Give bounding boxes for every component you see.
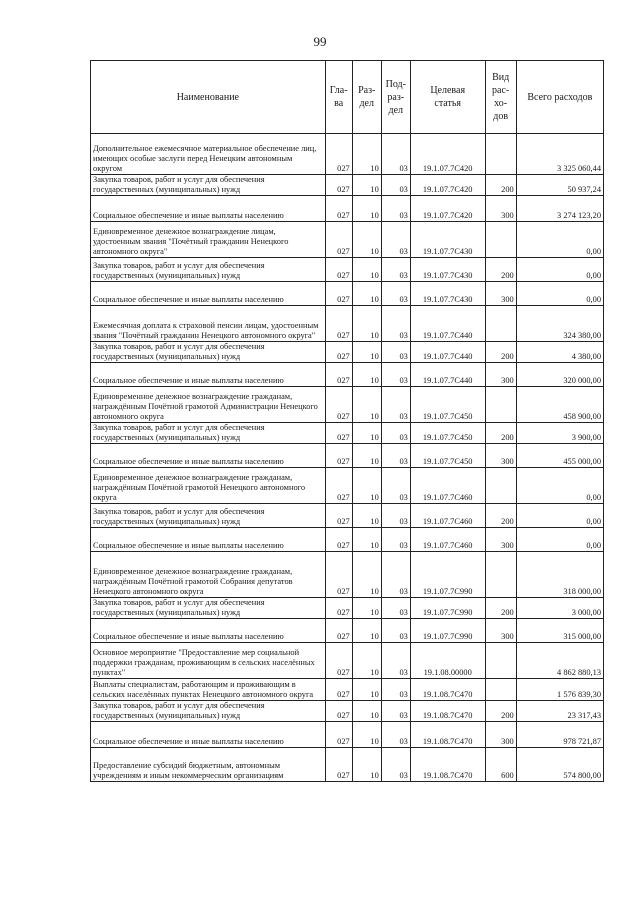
cell-razdel: 10 — [352, 701, 381, 722]
cell-vid — [485, 643, 516, 679]
col-header-name — [91, 61, 326, 134]
cell-glava: 027 — [325, 175, 352, 196]
table-row — [91, 679, 604, 701]
cell-name: Единовременное денежное вознаграждение лицам, удостоенным звания "Почётный гражданин Ненецкого автономного округа" — [91, 222, 326, 258]
cell-vid: 300 — [485, 722, 516, 748]
cell-vid — [485, 387, 516, 423]
budget-table — [90, 60, 604, 782]
cell-target: 19.1.07.7С450 — [410, 444, 485, 468]
cell-vid — [485, 222, 516, 258]
cell-glava: 027 — [325, 701, 352, 722]
table-row — [91, 175, 604, 196]
cell-name: Социальное обеспечение и иные выплаты населению — [91, 444, 326, 468]
table-row — [91, 423, 604, 444]
cell-podrazdel: 03 — [381, 748, 410, 782]
cell-podrazdel: 03 — [381, 222, 410, 258]
cell-target: 19.1.07.7С430 — [410, 282, 485, 306]
cell-name: Социальное обеспечение и иные выплаты населению — [91, 722, 326, 748]
cell-target: 19.1.07.7С420 — [410, 175, 485, 196]
cell-glava: 027 — [325, 258, 352, 282]
cell-razdel: 10 — [352, 342, 381, 363]
cell-podrazdel: 03 — [381, 306, 410, 342]
cell-podrazdel: 03 — [381, 196, 410, 222]
cell-podrazdel: 03 — [381, 363, 410, 387]
table-row — [91, 701, 604, 722]
cell-razdel: 10 — [352, 444, 381, 468]
page-number: 99 — [313, 34, 327, 49]
cell-total: 0,00 — [516, 222, 603, 258]
cell-glava: 027 — [325, 552, 352, 598]
cell-name: Ежемесячная доплата к страховой пенсии лицам, удостоенным звания "Почётный гражданин Ненецкого автономного округа" — [91, 306, 326, 342]
cell-target: 19.1.07.7С450 — [410, 387, 485, 423]
cell-razdel: 10 — [352, 679, 381, 701]
table-row — [91, 552, 604, 598]
cell-glava: 027 — [325, 619, 352, 643]
col-header-vid: Вид рас- хо- дов — [485, 61, 516, 134]
cell-target: 19.1.07.7С430 — [410, 222, 485, 258]
cell-total: 0,00 — [516, 528, 603, 552]
cell-total: 3 274 123,20 — [516, 196, 603, 222]
cell-razdel: 10 — [352, 722, 381, 748]
cell-podrazdel: 03 — [381, 619, 410, 643]
cell-vid: 200 — [485, 342, 516, 363]
cell-vid: 200 — [485, 598, 516, 619]
cell-vid: 300 — [485, 444, 516, 468]
cell-podrazdel: 03 — [381, 552, 410, 598]
cell-glava: 027 — [325, 363, 352, 387]
table-row — [91, 748, 604, 782]
cell-glava: 027 — [325, 468, 352, 504]
cell-name: Основное мероприятие "Предоставление мер социальной поддержки гражданам, проживающим в сельских населённых пунктах" — [91, 643, 326, 679]
table-row — [91, 468, 604, 504]
cell-glava: 027 — [325, 282, 352, 306]
cell-total: 324 380,00 — [516, 306, 603, 342]
cell-vid — [485, 679, 516, 701]
cell-razdel: 10 — [352, 282, 381, 306]
cell-total: 3 325 060,44 — [516, 134, 603, 175]
cell-name: Предоставление субсидий бюджетным, автономным учреждениям и иным некоммерческим организациям — [91, 748, 326, 782]
cell-total: 4 380,00 — [516, 342, 603, 363]
cell-glava: 027 — [325, 222, 352, 258]
cell-vid: 300 — [485, 363, 516, 387]
table-row — [91, 504, 604, 528]
cell-razdel: 10 — [352, 468, 381, 504]
col-header-razdel: Раз- дел — [352, 61, 381, 134]
cell-razdel: 10 — [352, 306, 381, 342]
cell-vid — [485, 468, 516, 504]
cell-total: 0,00 — [516, 468, 603, 504]
cell-glava: 027 — [325, 387, 352, 423]
cell-glava: 027 — [325, 748, 352, 782]
cell-vid: 200 — [485, 504, 516, 528]
table-row — [91, 643, 604, 679]
cell-glava: 027 — [325, 528, 352, 552]
cell-glava: 027 — [325, 679, 352, 701]
cell-vid: 300 — [485, 528, 516, 552]
cell-total: 3 000,00 — [516, 598, 603, 619]
table-row — [91, 444, 604, 468]
cell-podrazdel: 03 — [381, 504, 410, 528]
cell-glava: 027 — [325, 504, 352, 528]
cell-total: 0,00 — [516, 504, 603, 528]
cell-vid: 200 — [485, 423, 516, 444]
cell-target: 19.1.08.7С470 — [410, 701, 485, 722]
cell-target: 19.1.07.7С990 — [410, 598, 485, 619]
cell-vid: 200 — [485, 175, 516, 196]
cell-total: 50 937,24 — [516, 175, 603, 196]
cell-glava: 027 — [325, 134, 352, 175]
cell-vid — [485, 134, 516, 175]
cell-total: 315 000,00 — [516, 619, 603, 643]
cell-name: Дополнительное ежемесячное материальное обеспечение лиц, имеющих особые заслуги перед Ненецким автономным округом — [91, 134, 326, 175]
table-row — [91, 342, 604, 363]
cell-vid: 200 — [485, 258, 516, 282]
cell-glava: 027 — [325, 423, 352, 444]
cell-glava: 027 — [325, 306, 352, 342]
table-body — [91, 134, 604, 782]
table-row — [91, 258, 604, 282]
cell-vid — [485, 552, 516, 598]
cell-target: 19.1.08.7С470 — [410, 679, 485, 701]
cell-total: 4 862 880,13 — [516, 643, 603, 679]
cell-total: 0,00 — [516, 282, 603, 306]
cell-target: 19.1.07.7С440 — [410, 306, 485, 342]
cell-podrazdel: 03 — [381, 134, 410, 175]
cell-podrazdel: 03 — [381, 258, 410, 282]
cell-podrazdel: 03 — [381, 342, 410, 363]
cell-total: 458 900,00 — [516, 387, 603, 423]
cell-total: 318 000,00 — [516, 552, 603, 598]
col-header-name-text: Наименование — [176, 91, 239, 103]
cell-vid — [485, 306, 516, 342]
cell-name: Социальное обеспечение и иные выплаты населению — [91, 619, 326, 643]
table-row — [91, 196, 604, 222]
cell-razdel: 10 — [352, 258, 381, 282]
cell-total: 455 000,00 — [516, 444, 603, 468]
cell-target: 19.1.08.00000 — [410, 643, 485, 679]
cell-razdel: 10 — [352, 196, 381, 222]
cell-glava: 027 — [325, 643, 352, 679]
cell-podrazdel: 03 — [381, 387, 410, 423]
cell-razdel: 10 — [352, 504, 381, 528]
cell-vid: 600 — [485, 748, 516, 782]
cell-name: Социальное обеспечение и иные выплаты населению — [91, 528, 326, 552]
cell-razdel: 10 — [352, 134, 381, 175]
cell-podrazdel: 03 — [381, 643, 410, 679]
cell-name: Социальное обеспечение и иные выплаты населению — [91, 363, 326, 387]
table-row — [91, 722, 604, 748]
cell-razdel: 10 — [352, 598, 381, 619]
cell-name: Единовременное денежное вознаграждение гражданам, награждённым Почётной грамотой Администрации Ненецкого автономного округа — [91, 387, 326, 423]
cell-name: Закупка товаров, работ и услуг для обеспечения государственных (муниципальных) нужд — [91, 504, 326, 528]
cell-target: 19.1.07.7С430 — [410, 258, 485, 282]
col-header-total: Всего расходов — [516, 61, 603, 134]
cell-podrazdel: 03 — [381, 679, 410, 701]
cell-total: 1 576 839,30 — [516, 679, 603, 701]
cell-vid: 300 — [485, 619, 516, 643]
cell-name: Закупка товаров, работ и услуг для обеспечения государственных (муниципальных) нужд — [91, 342, 326, 363]
cell-name: Закупка товаров, работ и услуг для обеспечения государственных (муниципальных) нужд — [91, 258, 326, 282]
col-header-target: Целевая статья — [410, 61, 485, 134]
cell-vid: 300 — [485, 282, 516, 306]
cell-target: 19.1.07.7С460 — [410, 504, 485, 528]
cell-razdel: 10 — [352, 619, 381, 643]
table-row — [91, 306, 604, 342]
cell-razdel: 10 — [352, 552, 381, 598]
cell-podrazdel: 03 — [381, 423, 410, 444]
cell-total: 3 900,00 — [516, 423, 603, 444]
table-row — [91, 134, 604, 175]
cell-name: Закупка товаров, работ и услуг для обеспечения государственных (муниципальных) нужд — [91, 175, 326, 196]
cell-razdel: 10 — [352, 222, 381, 258]
cell-podrazdel: 03 — [381, 722, 410, 748]
cell-vid: 200 — [485, 701, 516, 722]
cell-podrazdel: 03 — [381, 444, 410, 468]
cell-name: Закупка товаров, работ и услуг для обеспечения государственных (муниципальных) нужд — [91, 423, 326, 444]
table-row — [91, 363, 604, 387]
cell-target: 19.1.07.7С440 — [410, 363, 485, 387]
cell-target: 19.1.07.7С990 — [410, 552, 485, 598]
cell-podrazdel: 03 — [381, 598, 410, 619]
table-row — [91, 528, 604, 552]
cell-razdel: 10 — [352, 363, 381, 387]
cell-glava: 027 — [325, 196, 352, 222]
cell-razdel: 10 — [352, 748, 381, 782]
cell-target: 19.1.07.7С450 — [410, 423, 485, 444]
cell-podrazdel: 03 — [381, 282, 410, 306]
cell-razdel: 10 — [352, 528, 381, 552]
cell-total: 978 721,87 — [516, 722, 603, 748]
cell-name: Единовременное денежное вознаграждение гражданам, награждённым Почётной грамотой Собрания депутатов Ненецкого автономного округа — [91, 552, 326, 598]
cell-target: 19.1.08.7С470 — [410, 722, 485, 748]
cell-podrazdel: 03 — [381, 175, 410, 196]
cell-total: 0,00 — [516, 258, 603, 282]
cell-target: 19.1.07.7С440 — [410, 342, 485, 363]
cell-target: 19.1.07.7С460 — [410, 528, 485, 552]
cell-total: 320 000,00 — [516, 363, 603, 387]
cell-razdel: 10 — [352, 423, 381, 444]
col-header-glava: Гла- ва — [325, 61, 352, 134]
cell-razdel: 10 — [352, 387, 381, 423]
cell-glava: 027 — [325, 342, 352, 363]
cell-name: Выплаты специалистам, работающим и проживающим в сельских населённых пунктах Ненецкого автономного округа — [91, 679, 326, 701]
cell-podrazdel: 03 — [381, 701, 410, 722]
cell-target: 19.1.07.7С420 — [410, 134, 485, 175]
cell-target: 19.1.07.7С460 — [410, 468, 485, 504]
cell-total: 23 317,43 — [516, 701, 603, 722]
cell-podrazdel: 03 — [381, 528, 410, 552]
cell-glava: 027 — [325, 722, 352, 748]
cell-total: 574 800,00 — [516, 748, 603, 782]
table-row — [91, 222, 604, 258]
cell-razdel: 10 — [352, 175, 381, 196]
cell-podrazdel: 03 — [381, 468, 410, 504]
table-row — [91, 619, 604, 643]
cell-target: 19.1.07.7С420 — [410, 196, 485, 222]
cell-name: Социальное обеспечение и иные выплаты населению — [91, 196, 326, 222]
cell-target: 19.1.08.7С470 — [410, 748, 485, 782]
cell-glava: 027 — [325, 444, 352, 468]
table-row — [91, 282, 604, 306]
cell-name: Закупка товаров, работ и услуг для обеспечения государственных (муниципальных) нужд — [91, 701, 326, 722]
cell-glava: 027 — [325, 598, 352, 619]
cell-name: Социальное обеспечение и иные выплаты населению — [91, 282, 326, 306]
cell-target: 19.1.07.7С990 — [410, 619, 485, 643]
table-header-row — [91, 61, 604, 134]
col-header-podrazdel: Под- раз- дел — [381, 61, 410, 134]
table-row — [91, 598, 604, 619]
cell-name: Единовременное денежное вознаграждение гражданам, награждённым Почётной грамотой Ненецкого автономного округа — [91, 468, 326, 504]
cell-razdel: 10 — [352, 643, 381, 679]
cell-name: Закупка товаров, работ и услуг для обеспечения государственных (муниципальных) нужд — [91, 598, 326, 619]
table-row — [91, 387, 604, 423]
cell-vid: 300 — [485, 196, 516, 222]
